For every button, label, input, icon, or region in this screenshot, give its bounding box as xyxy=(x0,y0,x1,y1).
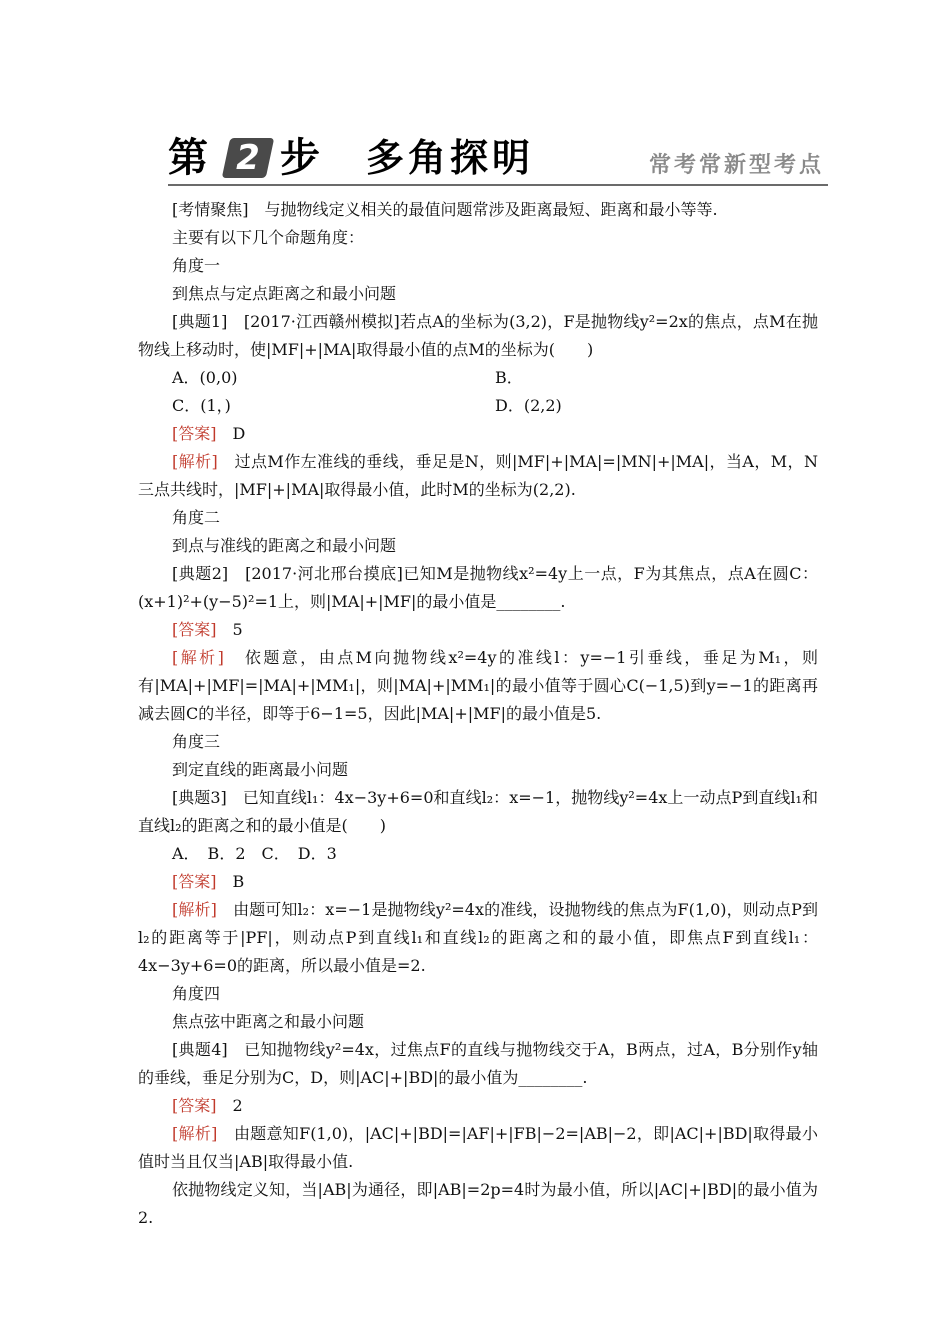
answer-value: D xyxy=(232,424,246,443)
analysis-2 xyxy=(138,644,818,728)
problem-1-tag: [典题1] xyxy=(172,312,228,331)
angle-1-name: 角度一 xyxy=(172,256,221,275)
problem-1-options-row-1 xyxy=(138,364,818,392)
analysis-tag: [解析] xyxy=(172,452,218,471)
option-c: C．(1，) xyxy=(172,396,231,415)
option-d: D．(2,2) xyxy=(495,396,562,415)
analysis-tag: [解析] xyxy=(172,1124,218,1143)
problem-4 xyxy=(138,1036,818,1092)
answer-value: B xyxy=(232,872,245,891)
answer-tag: [答案] xyxy=(172,424,217,443)
option-a: A．(0,0) xyxy=(172,368,238,387)
option-b: B． xyxy=(495,368,523,387)
angle-2-name: 角度二 xyxy=(172,508,221,527)
angle-2-topic: 到点与准线的距离之和最小问题 xyxy=(172,536,397,555)
analysis-text: 由题可知l₂：x=−1是抛物线y²=4x的准线，设抛物线的焦点为F(1,0)，则动点P到l₂的距离等于|PF|，则动点P到直线l₁和直线l₂的距离之和的最小值，即焦点F到直线l₁：4x−3y+6=0的距离，所以最小值是=2. xyxy=(138,900,818,975)
answer-2 xyxy=(138,616,818,644)
step-number-badge xyxy=(222,138,275,178)
answer-3 xyxy=(138,868,818,896)
focus-text: 与抛物线定义相关的最值问题常涉及距离最短、距离和最小等等. xyxy=(264,200,718,219)
section-header xyxy=(168,132,828,188)
angles-intro: 主要有以下几个命题角度： xyxy=(172,228,365,247)
analysis-3 xyxy=(138,896,818,980)
problem-3-options: A． B．2 C． D．3 xyxy=(172,844,337,863)
analysis-1 xyxy=(138,448,818,504)
problem-4-tag: [典题4] xyxy=(172,1040,228,1059)
angle-4-name: 角度四 xyxy=(172,984,221,1003)
answer-value: 5 xyxy=(232,620,243,639)
focus-paragraph xyxy=(138,196,818,224)
problem-1 xyxy=(138,308,818,364)
angle-4-topic: 焦点弦中距离之和最小问题 xyxy=(172,1012,365,1031)
answer-tag: [答案] xyxy=(172,1096,217,1115)
problem-3-text: 已知直线l₁：4x−3y+6=0和直线l₂：x=−1，抛物线y²=4x上一动点P到直线l₁和直线l₂的距离之和的最小值是( ) xyxy=(138,788,818,835)
angle-3-topic: 到定直线的距离最小问题 xyxy=(172,760,349,779)
analysis-tag: [解析] xyxy=(172,648,224,667)
problem-3-tag: [典题3] xyxy=(172,788,227,807)
analysis-4-continued: 依抛物线定义知，当|AB|为通径，即|AB|=2p=4时为最小值，所以|AC|+|BD|的最小值为2. xyxy=(138,1180,818,1227)
document-body xyxy=(138,196,818,1232)
section-subtitle: 常考常新型考点 xyxy=(648,153,824,178)
angle-1-topic: 到焦点与定点距离之和最小问题 xyxy=(172,284,397,303)
analysis-text: 由题意知F(1,0)，|AC|+|BD|=|AF|+|FB|−2=|AB|−2，即|AC|+|BD|取得最小值时当且仅当|AB|取得最小值. xyxy=(138,1124,818,1171)
problem-1-text: [2017·江西赣州模拟]若点A的坐标为(3,2)，F是抛物线y²=2x的焦点，点M在抛物线上移动时，使|MF|+|MA|取得最小值的点M的坐标为( ) xyxy=(138,312,818,359)
answer-tag: [答案] xyxy=(172,872,217,891)
problem-2-text: [2017·河北邢台摸底]已知M是抛物线x²=4y上一点，F为其焦点，点A在圆C：(x+1)²+(y−5)²=1上，则|MA|+|MF|的最小值是________. xyxy=(138,564,818,611)
angle-3-name: 角度三 xyxy=(172,732,221,751)
header-rule xyxy=(168,184,828,186)
answer-value: 2 xyxy=(232,1096,243,1115)
analysis-text: 过点M作左准线的垂线，垂足是N，则|MF|+|MA|=|MN|+|MA|，当A，M，N三点共线时，|MF|+|MA|取得最小值，此时M的坐标为(2,2). xyxy=(138,452,818,499)
analysis-tag: [解析] xyxy=(172,900,217,919)
problem-4-text: 已知抛物线y²=4x，过焦点F的直线与抛物线交于A，B两点，过A，B分别作y轴的垂线，垂足分别为C，D，则|AC|+|BD|的最小值为________. xyxy=(138,1040,818,1087)
header-di: 第 xyxy=(168,135,208,181)
section-title: 多角探明 xyxy=(366,136,535,180)
header-bu: 步 xyxy=(280,135,320,181)
problem-3 xyxy=(138,784,818,840)
problem-2 xyxy=(138,560,818,616)
analysis-4 xyxy=(138,1120,818,1176)
answer-1 xyxy=(138,420,818,448)
step-number: 2 xyxy=(236,138,260,178)
answer-4 xyxy=(138,1092,818,1120)
analysis-text: 依题意，由点M向抛物线x²=4y的准线l：y=−1引垂线，垂足为M₁，则有|MA|+|MF|=|MA|+|MM₁|，则|MA|+|MM₁|的最小值等于圆心C(−1,5)到y=−1的距离再减去圆C的半径，即等于6−1=5，因此|MA|+|MF|的最小值是5. xyxy=(138,648,818,723)
answer-tag: [答案] xyxy=(172,620,217,639)
problem-1-options-row-2 xyxy=(138,392,818,420)
problem-2-tag: [典题2] xyxy=(172,564,229,583)
focus-tag: [考情聚焦] xyxy=(172,200,249,219)
